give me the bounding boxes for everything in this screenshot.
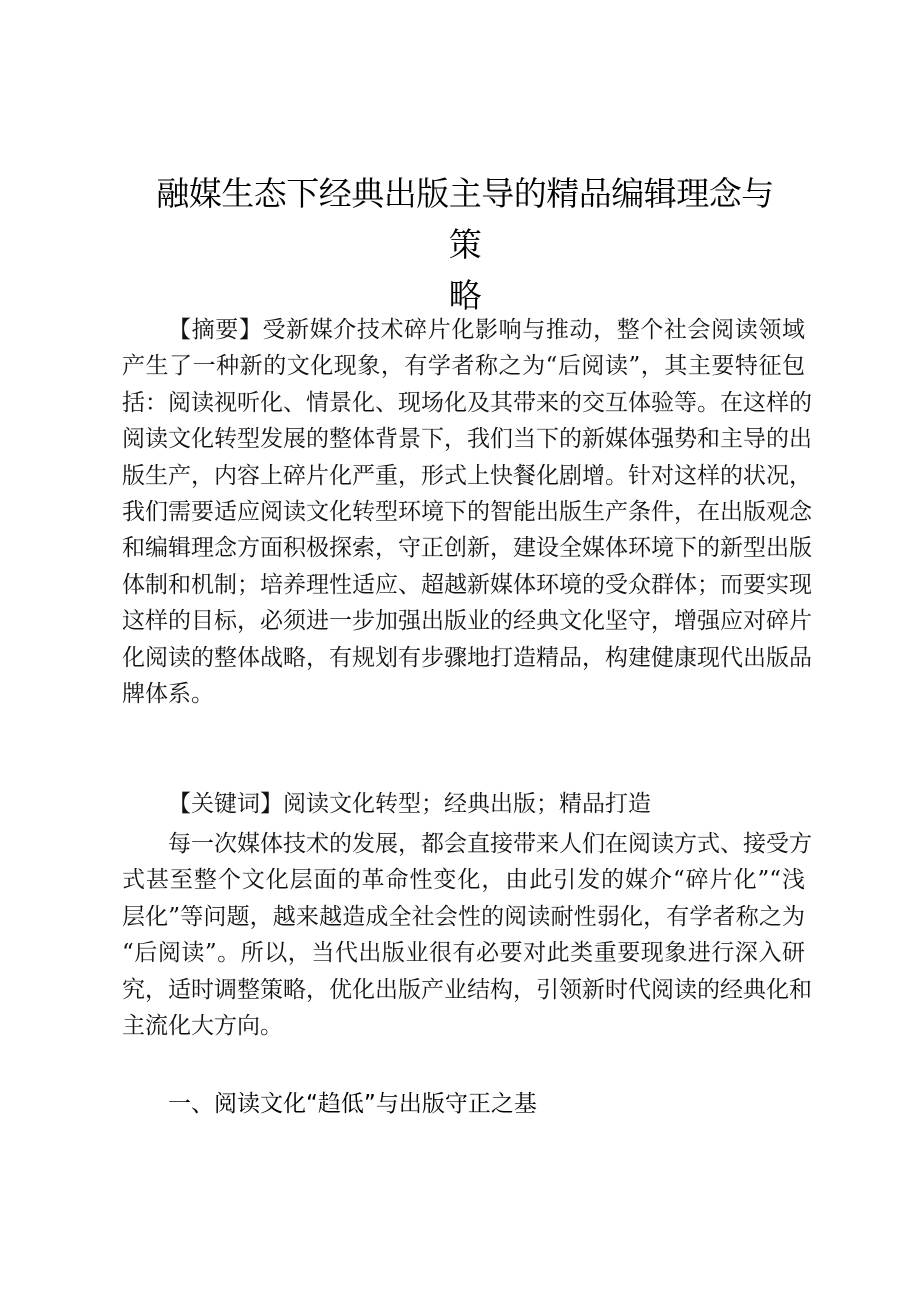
keywords-line: 【关键词】阅读文化转型；经典出版；精品打造 bbox=[168, 791, 651, 817]
intro-paragraph bbox=[122, 826, 812, 1044]
abstract-line: 阅读文化转型发展的整体背景下，我们当下的新媒体强势和主导的出 bbox=[122, 426, 812, 453]
document-title bbox=[150, 168, 780, 321]
abstract-line: 牌体系。 bbox=[122, 681, 214, 708]
section-heading: 一、阅读文化“趋低”与出版守正之基 bbox=[168, 1091, 537, 1117]
intro-line: 究，适时调整策略，优化出版产业结构，引领新时代阅读的经典化和 bbox=[122, 976, 812, 1003]
abstract-line: 【摘要】受新媒介技术碎片化影响与推动，整个社会阅读领域 bbox=[168, 317, 805, 343]
abstract-line: 括：阅读视听化、情景化、现场化及其带来的交互体验等。在这样的 bbox=[122, 389, 812, 416]
intro-line: 主流化大方向。 bbox=[122, 1013, 283, 1040]
abstract-line: 和编辑理念方面积极探索，守正创新，建设全媒体环境下的新型出版 bbox=[122, 535, 812, 562]
abstract-line: 体制和机制；培养理性适应、超越新媒体环境的受众群体；而要实现 bbox=[122, 571, 812, 598]
intro-line: 式甚至整个文化层面的革命性变化，由此引发的媒介“碎片化”“浅 bbox=[122, 867, 805, 894]
title-line: 略 bbox=[448, 276, 482, 315]
keywords-paragraph bbox=[122, 786, 805, 822]
abstract-line: 产生了一种新的文化现象，有学者称之为“后阅读”，其主要特征包 bbox=[122, 353, 805, 380]
intro-line: 层化”等问题，越来越造成全社会性的阅读耐性弱化，有学者称之为 bbox=[122, 903, 805, 930]
intro-line: “后阅读”。所以，当代出版业很有必要对此类重要现象进行深入研 bbox=[122, 940, 805, 967]
intro-line: 每一次媒体技术的发展，都会直接带来人们在阅读方式、接受方 bbox=[168, 831, 812, 857]
abstract-line: 化阅读的整体战略，有规划有步骤地打造精品，构建健康现代出版品 bbox=[122, 644, 812, 671]
title-line: 融媒生态下经典出版主导的精品编辑理念与策 bbox=[156, 174, 774, 264]
abstract-line: 我们需要适应阅读文化转型环境下的智能出版生产条件，在出版观念 bbox=[122, 499, 812, 526]
abstract-line: 这样的目标，必须进一步加强出版业的经典文化坚守，增强应对碎片 bbox=[122, 608, 812, 635]
abstract-line: 版生产，内容上碎片化严重，形式上快餐化剧增。针对这样的状况， bbox=[122, 462, 812, 489]
abstract-paragraph bbox=[122, 312, 812, 712]
